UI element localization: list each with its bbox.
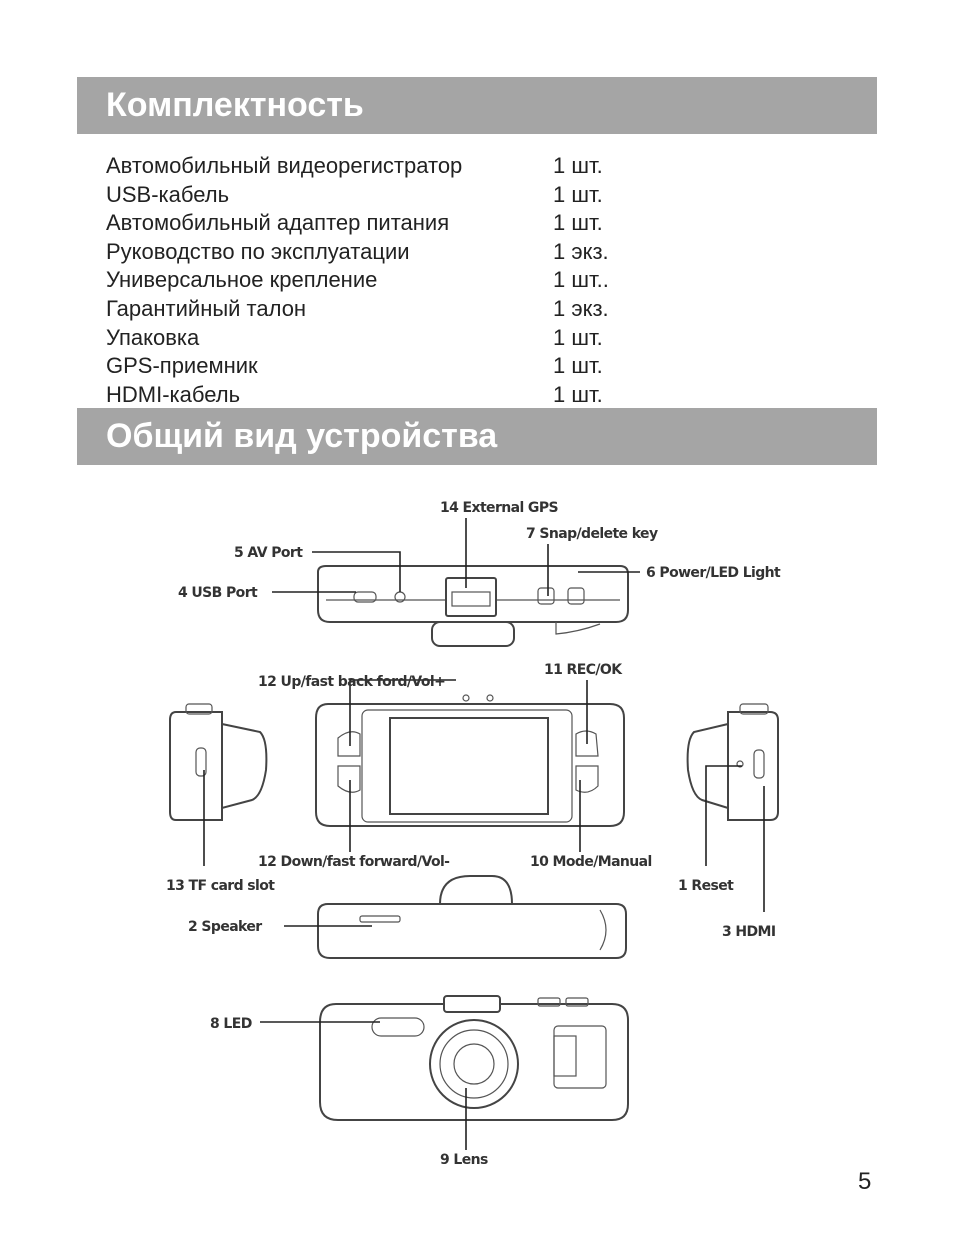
page-number: 5 [858,1168,872,1195]
kit-item [106,266,706,295]
label-av-port: 5 AV Port [234,545,303,561]
kit-item-qty: 1 шт. [553,381,603,407]
section-header-kit [77,77,877,134]
device-diagram [0,478,955,1178]
kit-item-name: GPS-приемник [106,353,258,379]
label-lens: 9 Lens [440,1152,488,1168]
device-bottom-view [318,876,626,958]
kit-item [106,238,706,267]
kit-item-qty: 1 шт. [553,324,603,350]
label-led: 8 LED [210,1016,252,1032]
device-front-view [316,695,624,826]
label-usb-port: 4 USB Port [178,585,258,601]
kit-item [106,295,706,324]
section-header-overview [77,408,877,465]
label-reset: 1 Reset [678,878,734,894]
kit-item [106,324,706,353]
kit-item-qty: 1 экз. [553,295,609,321]
kit-item-qty: 1 шт. [553,181,603,207]
kit-item-name: Универсальное крепление [106,267,378,293]
label-power-led: 6 Power/LED Light [646,565,781,581]
device-left-side-view [170,704,266,820]
label-external-gps: 14 External GPS [440,500,558,516]
kit-item-name: HDMI-кабель [106,381,241,407]
label-tf-card-slot: 13 TF card slot [166,878,275,894]
label-mode-manual: 10 Mode/Manual [530,854,652,870]
kit-item-name: Упаковка [106,324,200,350]
kit-item-qty: 1 экз. [553,238,609,264]
kit-item-qty: 1 шт. [553,210,603,236]
label-down-forward-vol: 12 Down/fast forward/Vol- [258,854,450,870]
label-up-back-vol: 12 Up/fast back ford/Vol+ [258,674,446,690]
kit-item [106,152,706,181]
kit-item-qty: 1 шт. [553,353,603,379]
section-title-kit: Комплектность [106,86,364,124]
kit-item [106,209,706,238]
kit-list [106,152,706,409]
section-title-overview: Общий вид устройства [106,417,498,455]
label-snap-delete-key: 7 Snap/delete key [526,526,658,542]
kit-item-name: Гарантийный талон [106,295,307,321]
kit-item [106,381,706,410]
kit-item-name: USB-кабель [106,181,230,207]
kit-item [106,352,706,381]
kit-item [106,181,706,210]
kit-item-name: Руководство по эксплуатации [106,238,410,264]
label-speaker: 2 Speaker [188,919,262,935]
label-rec-ok: 11 REC/OK [544,662,622,678]
kit-item-qty: 1 шт. [553,153,603,178]
kit-item-name: Автомобильный адаптер питания [106,210,450,236]
label-hdmi: 3 HDMI [722,924,776,940]
kit-item-name: Автомобильный видеорегистратор [106,153,463,178]
device-top-view [318,566,628,646]
device-rear-view [320,996,628,1120]
kit-item-qty: 1 шт.. [553,267,609,293]
